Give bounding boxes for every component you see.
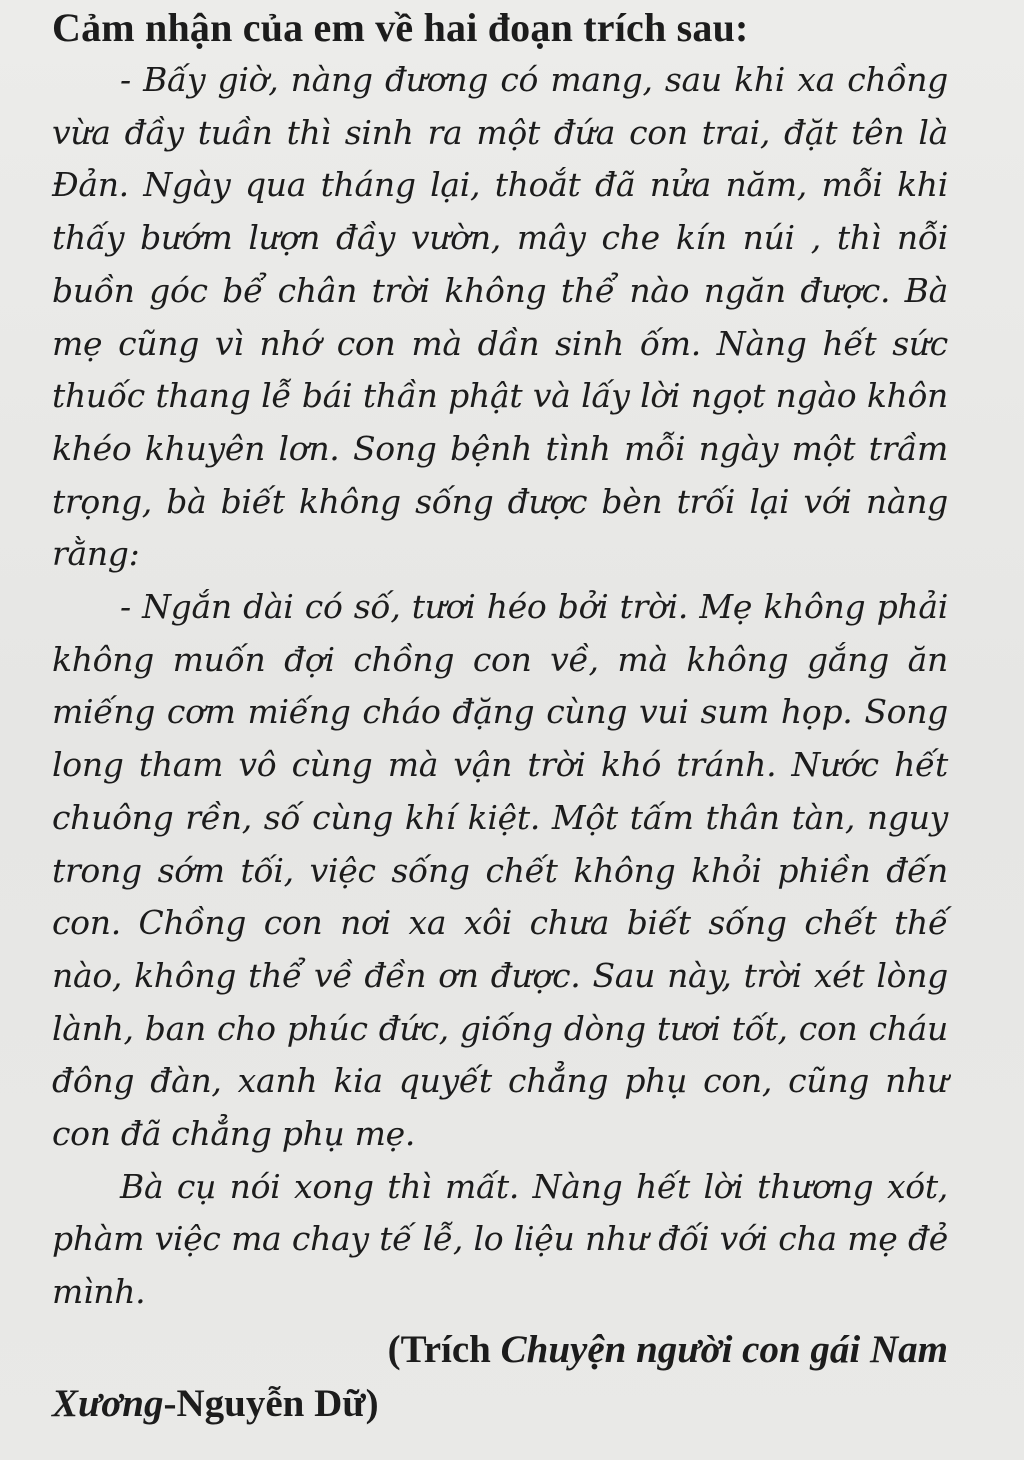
source-title-part2: Xương — [52, 1381, 164, 1425]
excerpt-paragraph-1: - Bấy giờ, nàng đương có mang, sau khi xa chồng vừa đầy tuần thì sinh ra một đứa con trai, đặt tên là Đản. Ngày qua tháng lại, thoắt đã nửa năm, mỗi khi thấy bướm lượn đầy vườn, mây che kín núi , thì nỗi buồn góc bể chân trời không thể nào ngăn được. Bà mẹ cũng vì nhớ con mà dần sinh ốm. Nàng hết sức thuốc thang lễ bái thần phật và lấy lời ngọt ngào khôn khéo khuyên lơn. Song bệnh tình mỗi ngày một trầm trọng, bà biết không sống được bèn trối lại với nàng rằng: — [52, 60, 948, 574]
excerpt-paragraph-3: Bà cụ nói xong thì mất. Nàng hết lời thương xót, phàm việc ma chay tế lễ, lo liệu như đối với cha mẹ đẻ mình. — [52, 1166, 948, 1312]
source-citation — [52, 1323, 948, 1377]
source-citation-line2 — [52, 1377, 948, 1431]
source-author: -Nguyễn Dữ) — [163, 1381, 379, 1425]
source-open: (Trích — [387, 1327, 501, 1371]
source-title-part1: Chuyện người con gái Nam — [500, 1327, 948, 1371]
excerpt-paragraph-2: - Ngắn dài có số, tươi héo bởi trời. Mẹ không phải không muốn đợi chồng con về, mà không gắng ăn miếng cơm miếng cháo đặng cùng vui sum họp. Song long tham vô cùng mà vận trời khó tránh. Nước hết chuông rền, số cùng khí kiệt. Một tấm thân tàn, nguy trong sớm tối, việc sống chết không khỏi phiền đến con. Chồng con nơi xa xôi chưa biết sống chết thế nào, không thể về đền ơn được. Sau này, trời xét lòng lành, ban cho phúc đức, giống dòng tươi tốt, con cháu đông đàn, xanh kia quyết chẳng phụ con, cũng như con đã chẳng phụ mẹ. — [52, 587, 948, 1154]
question-heading: Cảm nhận của em về hai đoạn trích sau: — [52, 5, 749, 50]
